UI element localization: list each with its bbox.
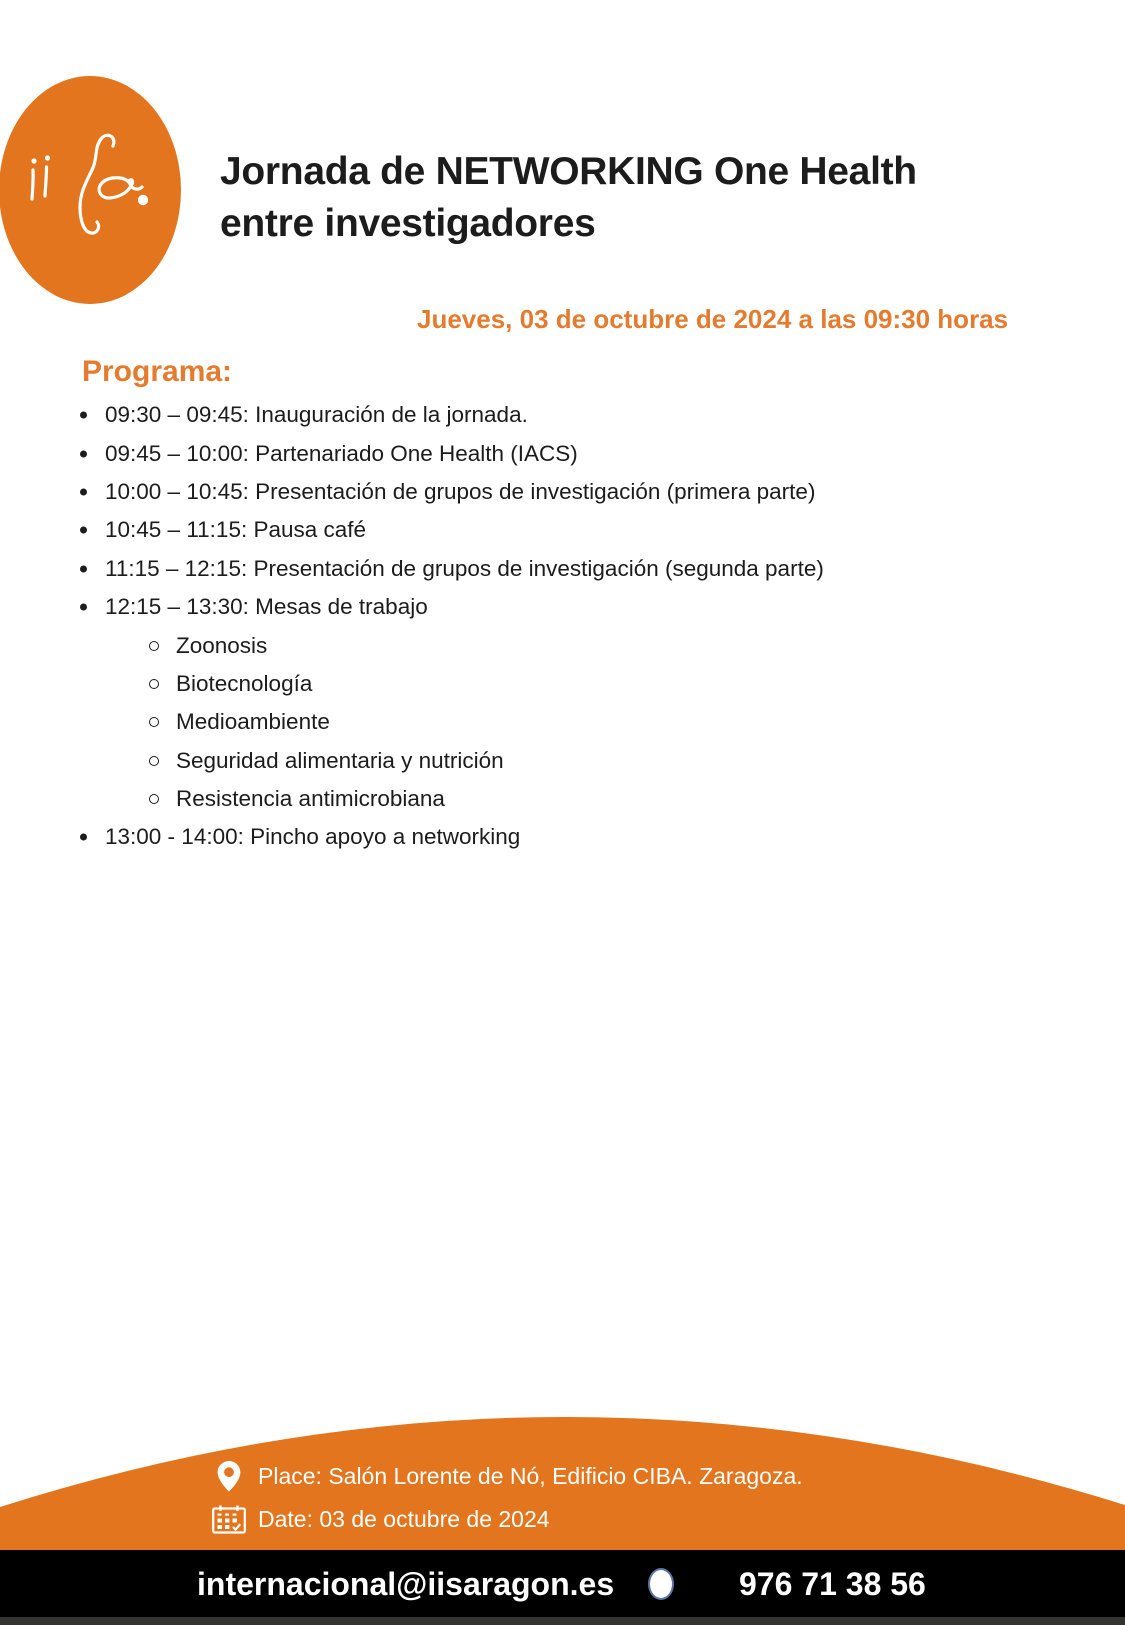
logo-circle (0, 76, 181, 304)
program-item (0, 473, 1100, 511)
dot-bullet-icon (80, 488, 87, 495)
logo-i-dot (31, 158, 36, 163)
program-item-text: Medioambiente (176, 709, 330, 735)
footer-date-text: Date: 03 de octubre de 2024 (258, 1505, 550, 1532)
program-item (0, 818, 1100, 856)
location-pin-icon (210, 1461, 248, 1492)
program-list (0, 396, 1100, 857)
footer-place-row (210, 1458, 803, 1494)
contact-phone: 976 71 38 56 (739, 1566, 926, 1602)
dot-bullet-icon (80, 565, 87, 572)
program-item-text: Biotecnología (176, 670, 313, 696)
program-item (0, 434, 1100, 472)
footer-place-text: Place: Salón Lorente de Nó, Edificio CIBA. Zaragoza. (258, 1462, 803, 1489)
dot-bullet-icon (80, 412, 87, 419)
circle-bullet-icon (149, 794, 159, 804)
dot-bullet-icon (80, 834, 87, 841)
program-item-text: Resistencia antimicrobiana (176, 786, 445, 812)
program-heading: Programa: (82, 355, 233, 388)
dot-bullet-icon (80, 527, 87, 534)
calendar-icon (210, 1505, 248, 1534)
program-item-text: 09:30 – 09:45: Inauguración de la jornada. (105, 402, 528, 428)
program-item-text: Seguridad alimentaria y nutrición (176, 747, 504, 773)
circle-bullet-icon (149, 717, 159, 727)
circle-bullet-icon (149, 756, 159, 766)
contact-email: internacional@iisaragon.es (197, 1566, 615, 1602)
bottom-edge-strip (0, 1617, 1125, 1625)
logo-period-dot (138, 195, 148, 205)
program-item-text: 12:15 – 13:30: Mesas de trabajo (105, 594, 428, 620)
dot-bullet-icon (80, 604, 87, 611)
event-title-line2: entre investigadores (220, 202, 596, 245)
footer-date-row (210, 1501, 550, 1537)
program-subitem (0, 626, 1100, 664)
program-subitem (0, 780, 1100, 818)
program-item (0, 511, 1100, 549)
event-datetime: Jueves, 03 de octubre de 2024 a las 09:30 horas (417, 304, 1009, 334)
program-item-text: Zoonosis (176, 632, 268, 658)
program-subitem (0, 703, 1100, 741)
logo-i-dot (45, 155, 50, 160)
event-title-line1: Jornada de NETWORKING One Health (220, 150, 917, 193)
program-item-text: 11:15 – 12:15: Presentación de grupos de investigación (segunda parte) (105, 555, 824, 581)
program-item-text: 09:45 – 10:00: Partenariado One Health (IACS) (105, 440, 578, 466)
event-title (220, 146, 1020, 250)
circle-bullet-icon (149, 679, 159, 689)
program-subitem (0, 742, 1100, 780)
oval-separator-icon (648, 1568, 674, 1600)
circle-bullet-icon (149, 641, 159, 651)
contact-bar (0, 1550, 1125, 1625)
program-item (0, 550, 1100, 588)
program-subitem (0, 665, 1100, 703)
program-item (0, 396, 1100, 434)
dot-bullet-icon (80, 450, 87, 457)
iis-aragon-logo (0, 60, 200, 320)
program-item (0, 588, 1100, 626)
program-item-text: 10:00 – 10:45: Presentación de grupos de investigación (primera parte) (105, 478, 816, 504)
program-item-text: 13:00 - 14:00: Pincho apoyo a networking (105, 824, 521, 850)
program-item-text: 10:45 – 11:15: Pausa café (105, 517, 367, 543)
